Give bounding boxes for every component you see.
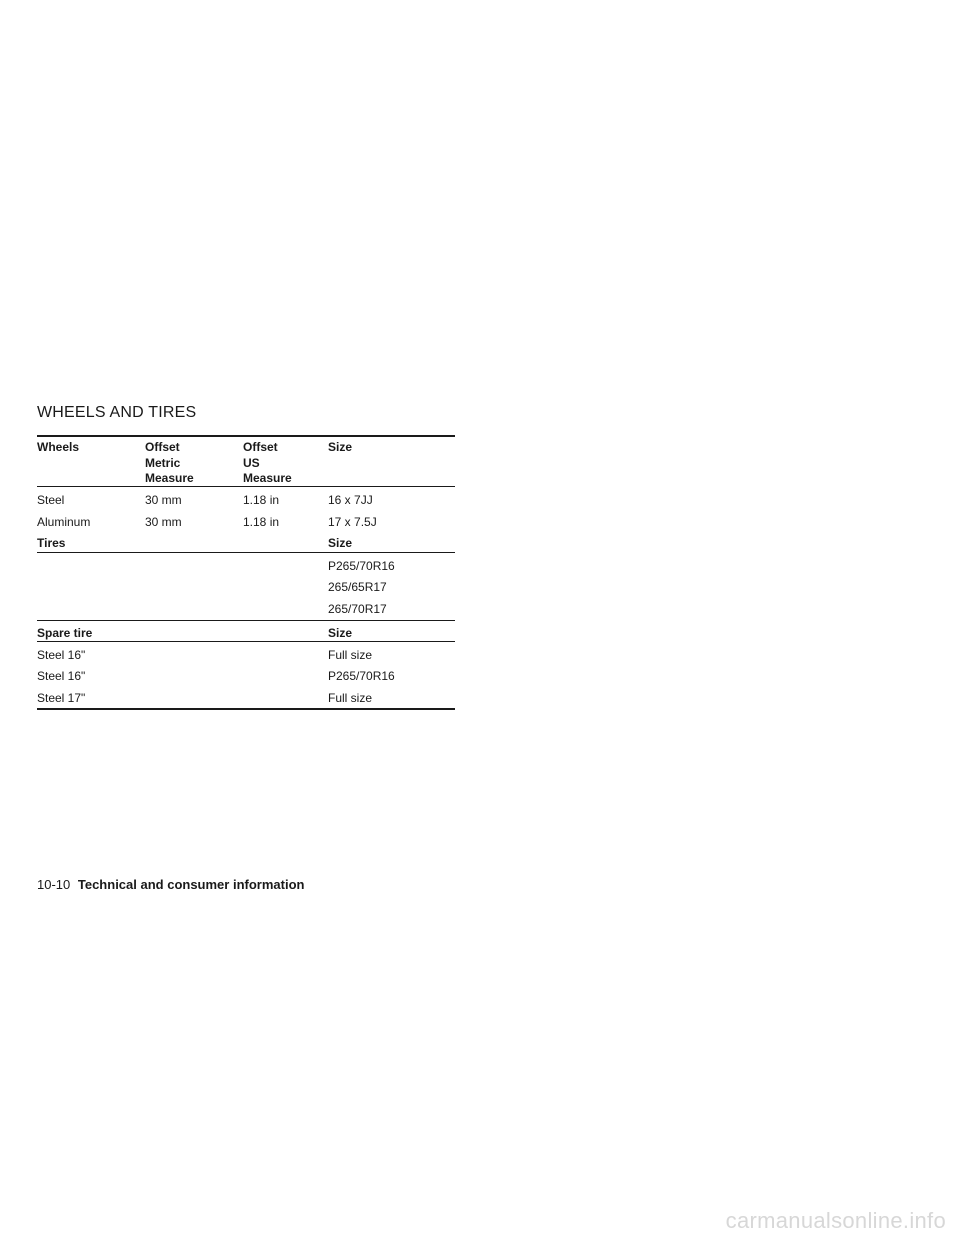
tire-size: 265/65R17 (328, 580, 387, 594)
spare-size: P265/70R16 (328, 669, 395, 683)
wheel-type: Steel (37, 493, 65, 507)
header-tires: Tires (37, 536, 66, 550)
wheel-type: Aluminum (37, 515, 91, 529)
offset-metric: 30 mm (145, 515, 182, 529)
header-size: Size (328, 440, 353, 454)
table-row (37, 509, 455, 532)
wheel-size: 16 x 7JJ (328, 493, 373, 507)
header-tires-size: Size (328, 536, 353, 550)
offset-us: 1.18 in (243, 493, 280, 507)
tire-size: 265/70R17 (328, 602, 387, 616)
spare-header-row (37, 620, 455, 641)
page-number: 10-10 (37, 877, 71, 892)
table-row (37, 486, 455, 509)
header-offset-metric: Offset Metric Measure (145, 440, 194, 485)
wheels-header-row (37, 435, 455, 486)
table-row (37, 641, 455, 663)
wheels-and-tires-table (37, 435, 455, 710)
spare-label: Steel 16" (37, 669, 86, 683)
spare-size: Full size (328, 691, 373, 705)
table-row (37, 596, 455, 620)
watermark: carmanualsonline.info (725, 1208, 946, 1233)
tires-header-row (37, 532, 455, 552)
spare-label: Steel 17" (37, 691, 86, 705)
tire-size: P265/70R16 (328, 559, 395, 573)
offset-metric: 30 mm (145, 493, 182, 507)
offset-us: 1.18 in (243, 515, 280, 529)
spare-size: Full size (328, 648, 373, 662)
spare-label: Steel 16" (37, 648, 86, 662)
header-spare-size: Size (328, 626, 353, 640)
header-spare-tire: Spare tire (37, 626, 93, 640)
table-row (37, 552, 455, 574)
table-row (37, 574, 455, 596)
page-title: WHEELS AND TIRES (37, 404, 197, 421)
table-row (37, 685, 455, 710)
wheel-size: 17 x 7.5J (328, 515, 377, 529)
header-wheels: Wheels (37, 440, 80, 454)
section-title: Technical and consumer information (77, 877, 305, 892)
page-footer (37, 877, 304, 892)
header-offset-us: Offset US Measure (243, 440, 292, 485)
table-row (37, 663, 455, 685)
